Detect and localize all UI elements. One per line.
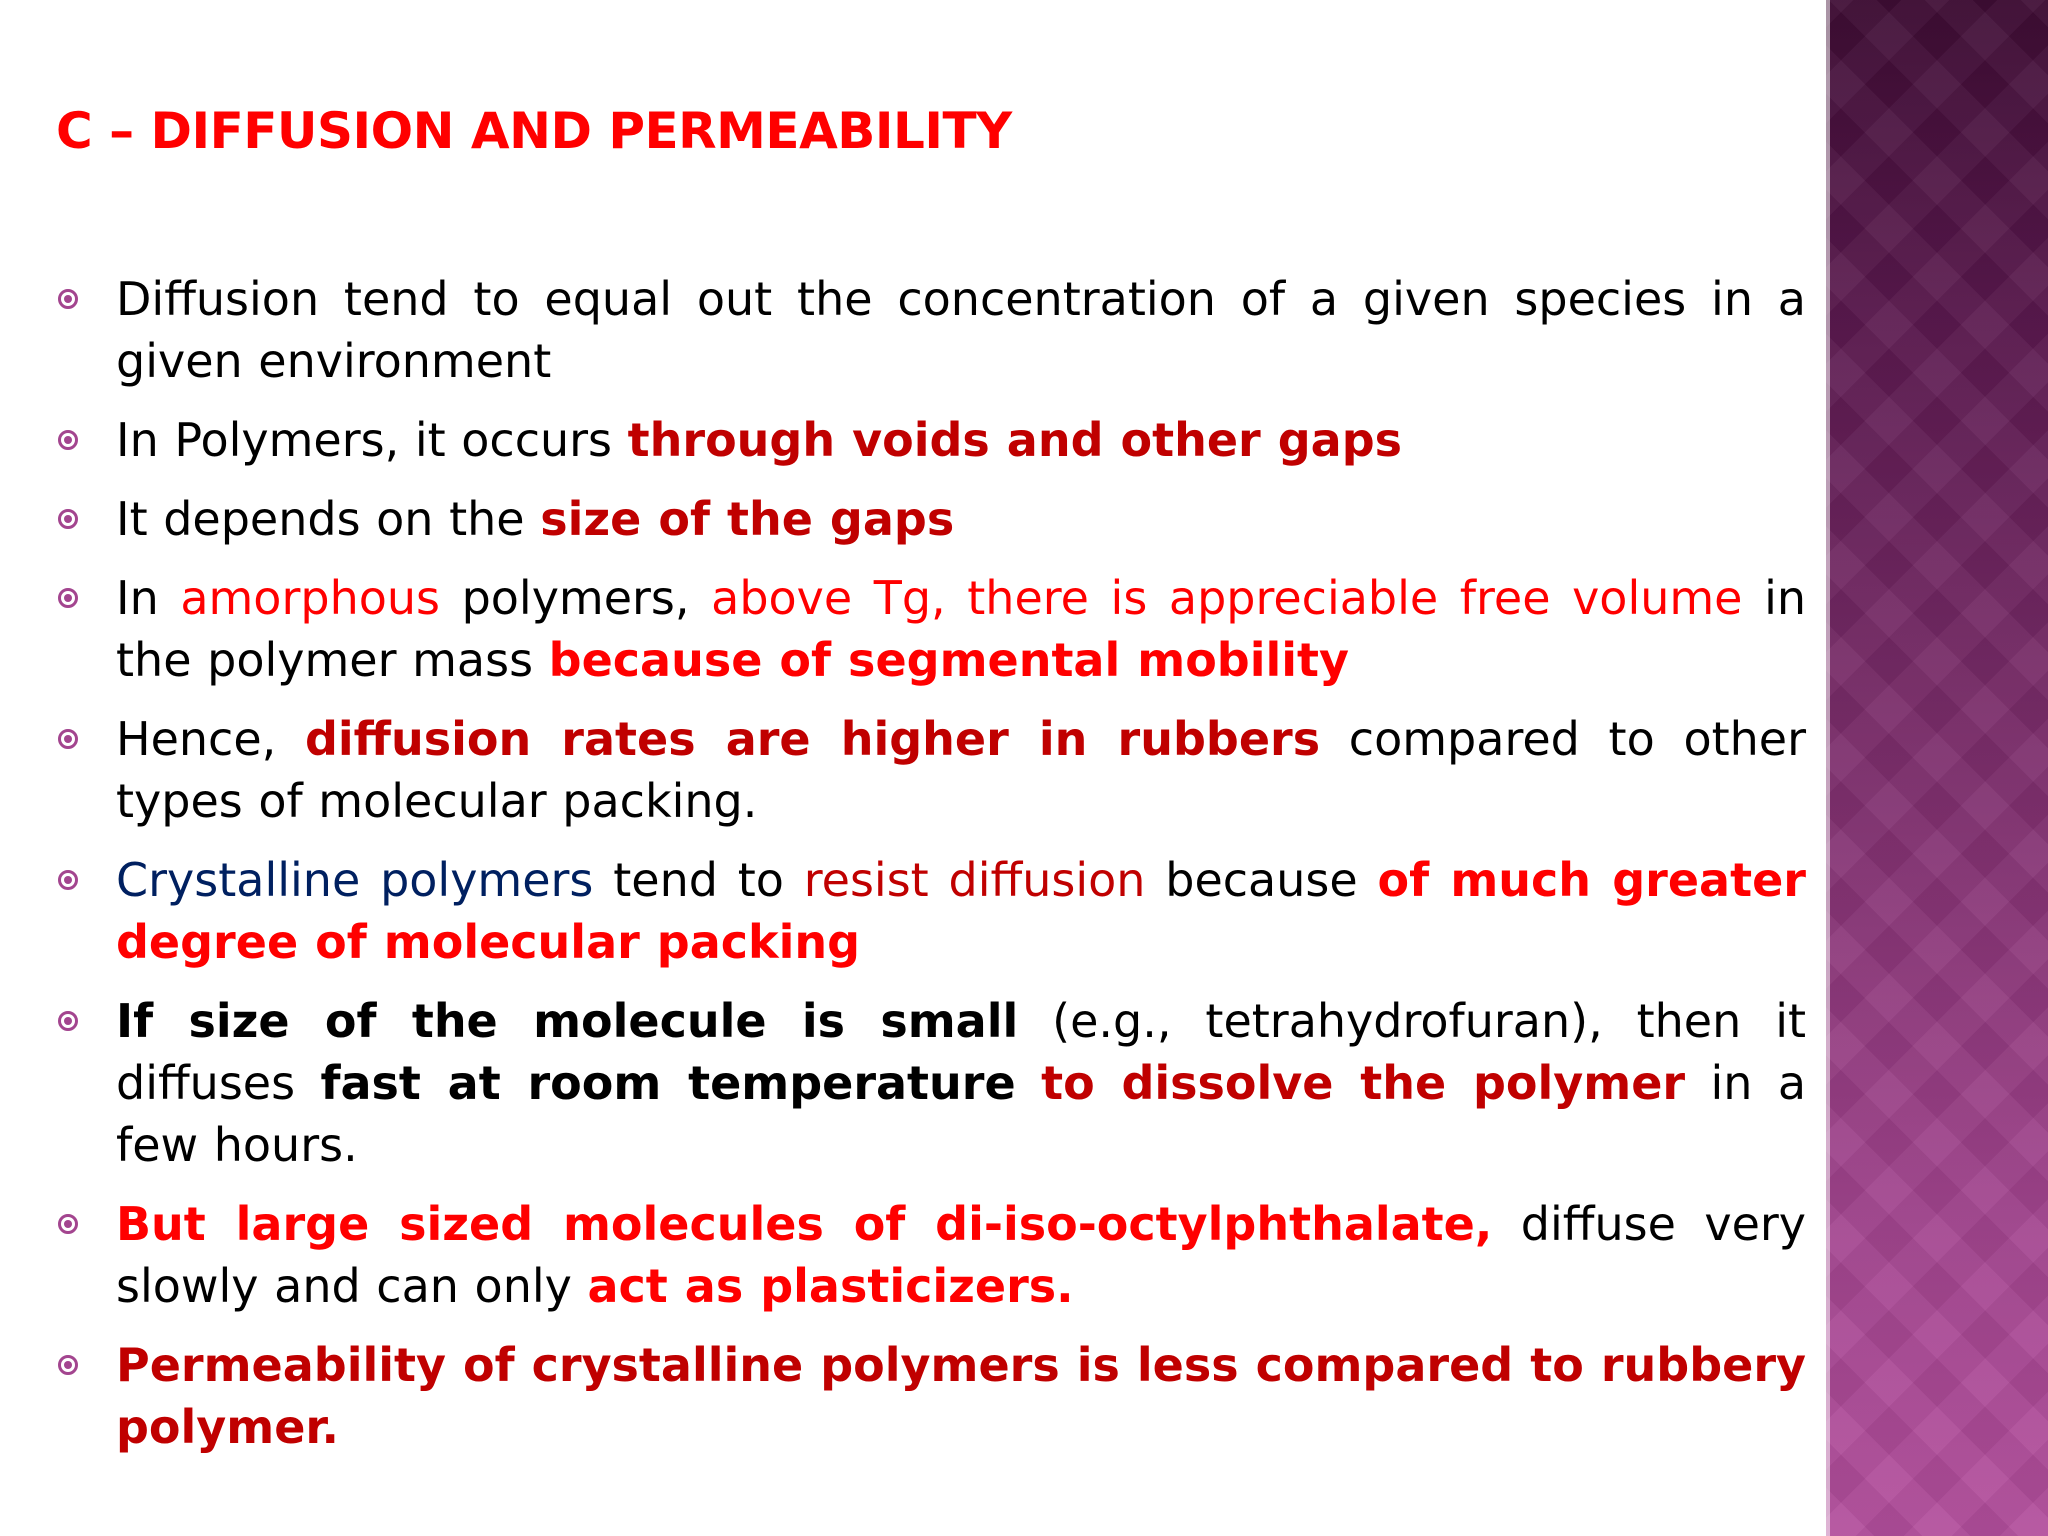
bullet-item xyxy=(0,1334,1806,1458)
bullet-text: in a few hours. xyxy=(116,1056,1807,1172)
bullet-emphasis: Crystalline polymers xyxy=(116,853,594,907)
bullet-marker-icon xyxy=(58,509,78,529)
bullet-item xyxy=(0,268,1806,392)
bullet-marker-icon xyxy=(58,289,78,309)
bullet-emphasis: through voids and other gaps xyxy=(627,413,1403,467)
bullet-text: In xyxy=(116,571,181,625)
bullet-item xyxy=(0,1193,1806,1317)
bullet-emphasis: But large sized molecules of di-iso-octylphthalate, xyxy=(116,1197,1493,1251)
bullet-text: In Polymers, it occurs xyxy=(116,413,628,467)
bullet-emphasis: of much greater degree of molecular packing xyxy=(116,853,1806,969)
bullet-emphasis: Permeability of crystalline polymers is less compared to rubbery polymer. xyxy=(116,1338,1806,1454)
bullet-text: tend to xyxy=(593,853,804,907)
bullet-text: Diffusion tend to equal out the concentration of a given species in a given environment xyxy=(116,272,1806,388)
bullet-emphasis: fast at room temperature xyxy=(320,1056,1016,1110)
bullet-text: It depends on the xyxy=(116,492,541,546)
slide-title: C – DIFFUSION AND PERMEABILITY xyxy=(56,102,1012,160)
bullet-marker-icon xyxy=(58,588,78,608)
bullet-emphasis: diffusion rates are higher in rubbers xyxy=(304,712,1321,766)
bullet-text: in the polymer mass xyxy=(116,571,1807,687)
bullet-item xyxy=(0,708,1806,832)
bullet-text: polymers, xyxy=(439,571,712,625)
bullet-marker-icon xyxy=(58,1214,78,1234)
bullet-marker-icon xyxy=(58,870,78,890)
bullet-list xyxy=(0,268,1806,1475)
bullet-item xyxy=(0,488,1806,550)
bullet-item xyxy=(0,567,1806,691)
bullet-emphasis: to dissolve the polymer xyxy=(1041,1056,1686,1110)
bullet-text: because xyxy=(1145,853,1378,907)
bullet-marker-icon xyxy=(58,430,78,450)
bullet-emphasis: size of the gaps xyxy=(540,492,955,546)
bullet-text: diffuse very slowly and can only xyxy=(116,1197,1806,1313)
bullet-text xyxy=(1016,1056,1041,1110)
bullet-text: (e.g., tetrahydrofuran), then it diffuses xyxy=(116,994,1807,1110)
bullet-text: compared to other types of molecular packing. xyxy=(116,712,1806,828)
bullet-emphasis: If size of the molecule is small xyxy=(116,994,1019,1048)
bullet-marker-icon xyxy=(58,1011,78,1031)
bullet-emphasis: because of segmental mobility xyxy=(548,633,1349,687)
bullet-marker-icon xyxy=(58,1355,78,1375)
bullet-item xyxy=(0,409,1806,471)
bullet-emphasis: act as plasticizers. xyxy=(587,1259,1074,1313)
bullet-item xyxy=(0,849,1806,973)
bullet-item xyxy=(0,990,1806,1176)
bullet-emphasis: above Tg, there is appreciable free volume xyxy=(711,571,1743,625)
bullet-marker-icon xyxy=(58,729,78,749)
bullet-emphasis: amorphous xyxy=(180,571,440,625)
bullet-text: Hence, xyxy=(116,712,305,766)
bullet-emphasis: resist diffusion xyxy=(803,853,1146,907)
decorative-side-band xyxy=(1826,0,2048,1536)
